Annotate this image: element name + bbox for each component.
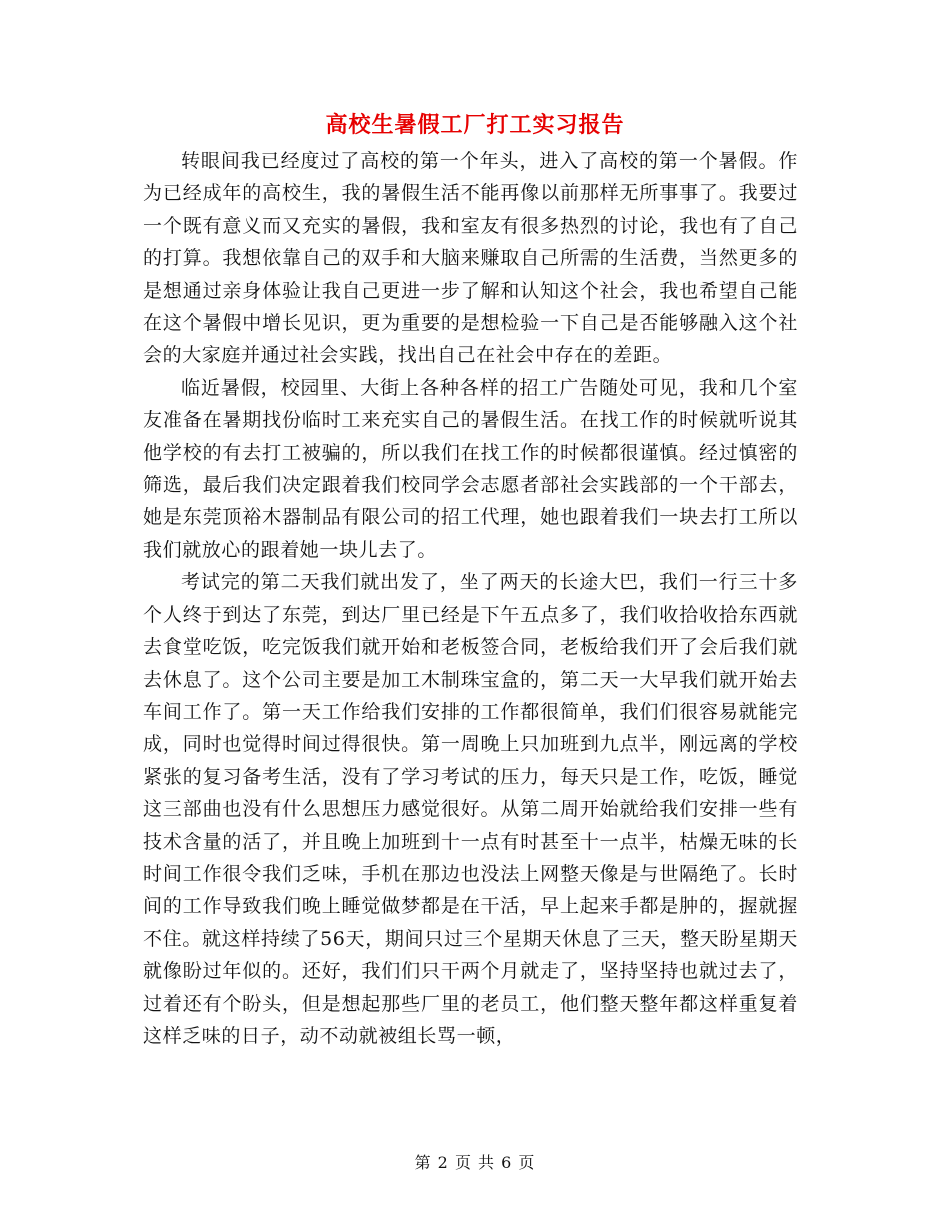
document-title: 高校生暑假工厂打工实习报告 — [325, 112, 625, 138]
paragraph-3: 考试完的第二天我们就出发了，坐了两天的长途大巴，我们一行三十多个人终于到达了东莞，到达厂里已经是下午五点多了，我们收拾收拾东西就去食堂吃饭，吃完饭我们就开始和老板签合同，老板给我们开了会后我们就去休息了。这个公司主要是加工木制珠宝盒的，第二天一大早我们就开始去车间工作了。第一天工作给我们安排的工作都很简单，我们们很容易就能完成，同时也觉得时间过得很快。第一周晚上只加班到九点半，刚远离的学校紧张的复习备考生活，没有了学习考试的压力，每天只是工作，吃饭，睡觉这三部曲也没有什么思想压力感觉很好。从第二周开始就给我们安排一些有技术含量的活了，并且晚上加班到十一点有时甚至十一点半，枯燥无味的长时间工作很令我们乏味，手机在那边也没法上网整天像是与世隔绝了。长时间的工作导致我们晚上睡觉做梦都是在干活，早上起来手都是肿的，握就握不住。就这样持续了56天，期间只过三个星期天休息了三天，整天盼星期天就像盼过年似的。还好，我们们只干两个月就走了，坚持坚持也就过去了，过着还有个盼头，但是想起那些厂里的老员工，他们整天整年都这样重复着这样乏味的日子，动不动就被组长骂一顿， — [143, 571, 798, 1047]
paragraph-2: 临近暑假，校园里、大街上各种各样的招工广告随处可见，我和几个室友准备在暑期找份临时工来充实自己的暑假生活。在找工作的时候就听说其他学校的有去打工被骗的，所以我们在找工作的时候都很谨慎。经过慎密的筛选，最后我们决定跟着我们校同学会志愿者部社会实践部的一个干部去，她是东莞顶裕木器制品有限公司的招工代理，她也跟着我们一块去打工所以我们就放心的跟着她一块儿去了。 — [143, 376, 798, 561]
page-footer: 第 2 页 共 6 页 — [414, 1153, 536, 1172]
paragraph-1: 转眼间我已经度过了高校的第一个年头，进入了高校的第一个暑假。作为已经成年的高校生，我的暑假生活不能再像以前那样无所事事了。我要过一个既有意义而又充实的暑假，我和室友有很多热烈的讨论，我也有了自己的打算。我想依靠自己的双手和大脑来赚取自己所需的生活费，当然更多的是想通过亲身体验让我自己更进一步了解和认知这个社会，我也希望自己能在这个暑假中增长见识，更为重要的是想检验一下自己是否能够融入这个社会的大家庭并通过社会实践，找出自己在社会中存在的差距。 — [143, 150, 798, 367]
document-body — [143, 145, 798, 1052]
